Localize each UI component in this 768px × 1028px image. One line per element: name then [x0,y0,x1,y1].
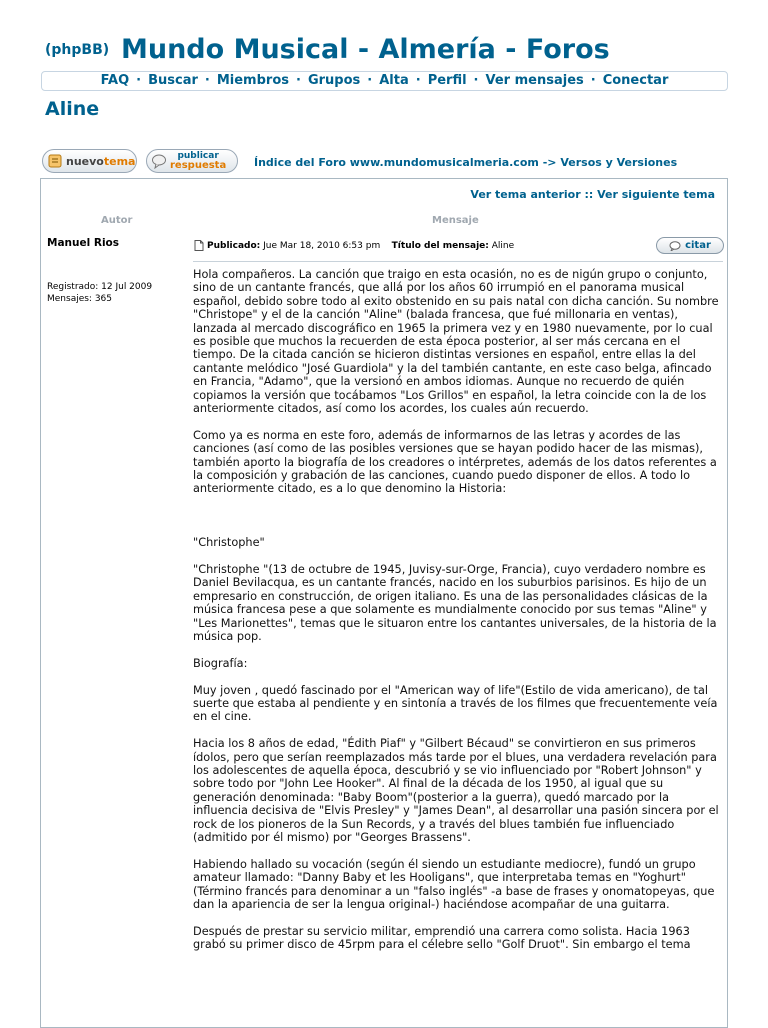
column-author: Autor [101,215,133,226]
published-label: Publicado: [207,240,261,251]
author-meta [47,281,152,305]
nav-faq[interactable]: FAQ [100,73,130,88]
post-reply-button[interactable] [146,149,238,173]
post-body [193,268,723,965]
nav-separator: · [204,73,210,88]
phpbb-logo[interactable]: (phpBB) [45,42,110,58]
post-paragraph: Después de prestar su servicio militar, emprendió una carrera como solista. Hacia 1963 grabó su primer disco de 45rpm para el célebre sello "Golf Druot". Sin embargo el tema [193,924,691,952]
nav-separator: · [590,73,596,88]
nav-profile[interactable]: Perfil [427,73,467,88]
site-title[interactable]: Mundo Musical - Almería - Foros [121,34,610,65]
topic-title[interactable]: Aline [45,98,100,120]
author-post-count: Mensajes: 365 [47,294,113,304]
post-paragraph: "Christophe "(13 de octubre de 1945, Juvisy-sur-Orge, Francia), cuyo verdadero nombre es Daniel Bevilacqua, es un cantante francés, nacido en los suburbios parisinos. Es hijo de un empresario en construcción, de origen italiano. Es una de las personalidades clásicas de la música francesa pese a que solamente es mundialmente conocido por sus temas "Aline" y "Les Marionettes", temas que le situaron entre los cantantes universales, de la historia de la música pop. [193,562,717,643]
thread-nav-separator: :: [584,188,594,201]
post-paragraph: Como ya es norma en este foro, además de informarnos de las letras y acordes de las canciones (así como de las posibles versiones que se hayan podido hacer de las mismas), también aporto la biografía de los creadores o intérpretes, además de los datos referentes a la composición y grabación de las canciones, cuando puedo disponer de ellos. A todo lo anteriormente citado, es a lo que denomino la Historia: [193,428,717,496]
nav-separator: · [473,73,479,88]
nav-register[interactable]: Alta [379,73,409,88]
breadcrumb-forum[interactable]: Versos y Versiones [560,156,678,169]
post-paragraph: Biografía: [193,656,248,670]
subject-label: Título del mensaje: [391,240,489,251]
new-topic-suffix: tema [103,154,136,168]
post-icon[interactable] [194,240,204,251]
new-topic-button[interactable] [42,149,137,173]
reply-icon [151,153,167,169]
post-meta [194,240,514,251]
post-subject: Aline [491,240,515,251]
quote-button[interactable] [656,237,724,254]
main-nav [41,71,728,91]
new-topic-prefix: nuevo [66,154,104,168]
post-paragraph: Hacia los 8 años de edad, "Édith Piaf" y "Gilbert Bécaud" se convirtieron en sus primeros ídolos, pero que serían reemplazados más tarde por el blues, una verdadera revelación para los adolescentes de aquella época, descubrió y se vio influenciado por "Robert Johnson" y sobre todo por "John Lee Hooker". Al final de la década de los 1950, al igual que su generación denominada: "Baby Boom"(posterior a la guerra), quedó marcado por la influencia decisiva de "Elvis Presley" y "James Dean", al desarrollar una pasión sincera por el rock de los pioneros de la Sun Records, y a través del blues también fue influenciado (admitido por él mismo) por "Georges Brassens". [193,737,719,844]
new-topic-icon [47,153,63,169]
breadcrumb [254,156,677,169]
author-name: Manuel Rios [47,237,120,249]
next-topic-link[interactable]: Ver siguiente tema [597,188,715,201]
nav-separator: · [296,73,301,88]
column-message: Mensaje [432,215,479,226]
paragraph-gap [193,509,723,536]
nav-separator: · [367,73,373,88]
post-divider [193,261,723,262]
reply-line2: respuesta [170,159,227,171]
thread-nav [470,188,715,201]
post-paragraph: "Christophe" [193,536,265,550]
published-date: Jue Mar 18, 2010 6:53 pm [263,240,381,251]
nav-search[interactable]: Buscar [148,73,198,88]
reply-line1: publicar [177,150,219,161]
post-paragraph: Hola compañeros. La canción que traigo en esta ocasión, no es de nigún grupo o conjunto, sino de un cantante francés, que allá por los años 60 irrumpió en el panorama musical español, debido sobre todo al exito obstenido en su pais natal con dicha canción. Su nombre "Christope" y el de la canción "Aline" (balada francesa, que fué millonaria en ventas), lanzada al mercado discográfico en 1965 la primera vez y en 1980 nuevamente, por lo cual es posible que muchos la recuerden de esta época posterior, al ser más cercana en el tiempo. De la citada canción se hicieron distintas versiones en español, entre ellas la del cantante melódico "José Guardiola" y la del también cantante, en este caso belga, afincado en Francia, "Adamo", que la versionó en ambos idiomas. Aunque no recuerdo de quién copiamos la versión que tocábamos "Los Grillos" en español, la letra coincide con la de los anteriormente citados, así como los acordes, los cuales aún recuerdo. [193,268,719,416]
nav-groups[interactable]: Grupos [307,73,361,88]
site-header [45,34,735,74]
post-paragraph: Muy joven , quedó fascinado por el "American way of life"(Estilo de vida americano), de tal suerte que estaba al pendiente y en sintonía a través de los filmes que frecuentemente veía en el cine. [193,683,718,724]
nav-login[interactable]: Conectar [602,73,669,88]
nav-separator: · [136,73,142,88]
post-panel [40,178,728,1028]
quote-label: citar [685,240,711,251]
breadcrumb-arrow: -> [542,156,557,169]
nav-messages[interactable]: Ver mensajes [485,73,584,88]
prev-topic-link[interactable]: Ver tema anterior [470,188,581,201]
nav-separator: · [415,73,421,88]
author-registered: Registrado: 12 Jul 2009 [47,282,153,292]
post-paragraph: Habiendo hallado su vocación (según él siendo un estudiante mediocre), fundó un grupo amateur llamado: "Danny Baby et les Hooligans", que interpretaba temas en "Yoghurt" (Término francés para denominar a un "falso inglés" -a base de frases y onomatopeyas, que dan la apariencia de ser la lengua original-) haciéndose acompañar de una guitarra. [193,857,715,911]
nav-members[interactable]: Miembros [216,73,289,88]
breadcrumb-index[interactable]: Índice del Foro www.mundomusicalmeria.com [254,156,539,169]
quote-icon [669,241,681,251]
